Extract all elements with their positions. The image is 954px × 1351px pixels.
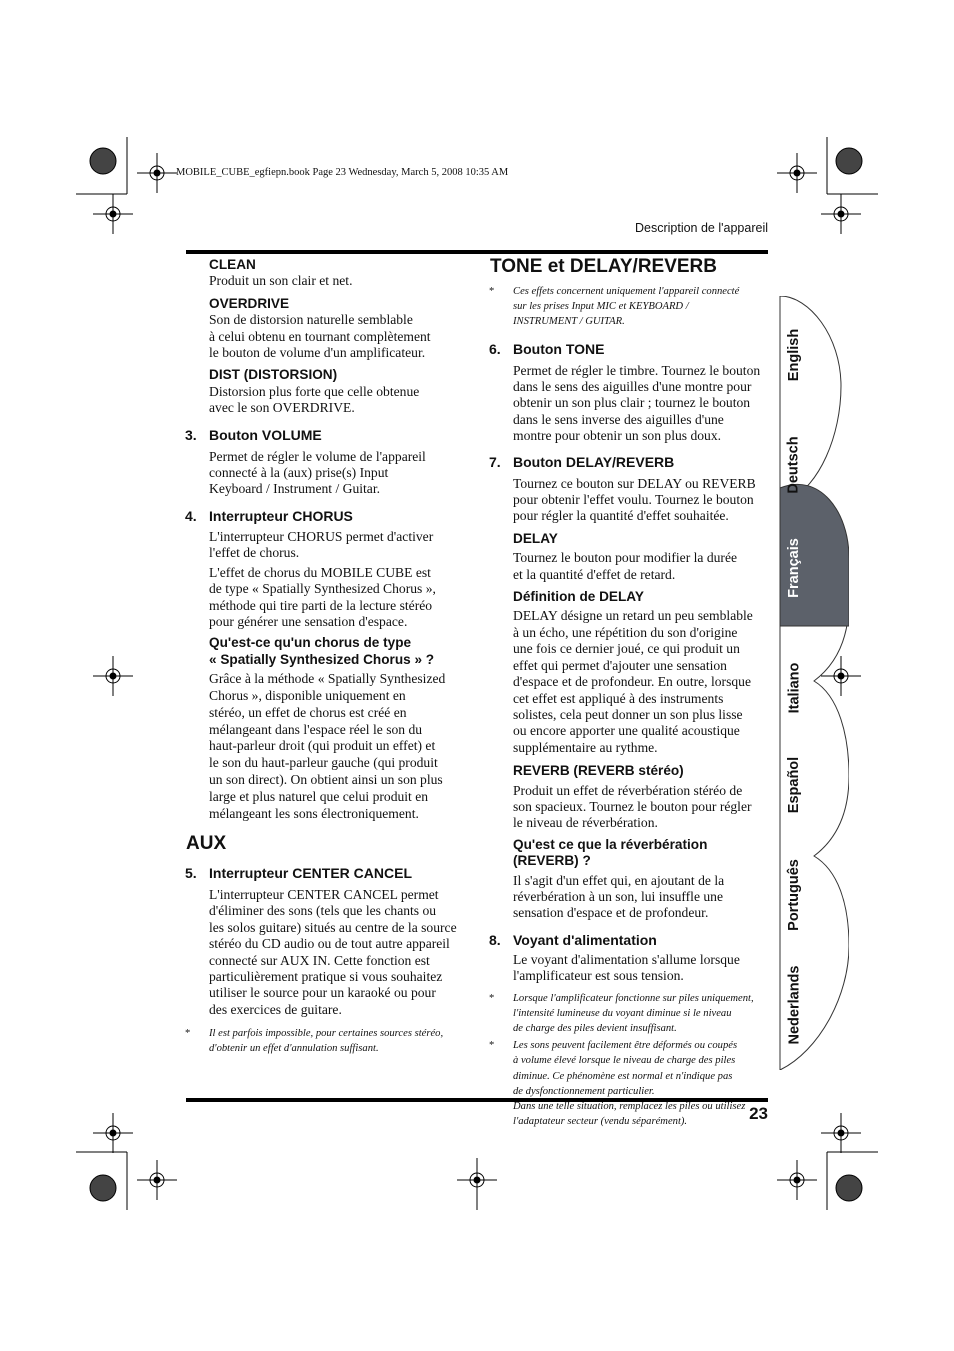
note-line: Ces effets concernent uniquement l'appareil connecté	[513, 286, 740, 297]
delay-title: DELAY	[513, 530, 558, 546]
overdrive-title: OVERDRIVE	[209, 295, 290, 311]
note-line: Lorsque l'amplificateur fonctionne sur piles uniquement,	[513, 992, 754, 1004]
reverb-title: REVERB (REVERB stéréo)	[513, 763, 684, 779]
item-6-line: obtenir un son plus clair ; tournez le bouton	[513, 395, 751, 411]
tab-label: Français	[786, 538, 802, 598]
note-line: de dysfonctionnement particulier.	[513, 1085, 655, 1097]
item-8-line: Le voyant d'alimentation s'allume lorsque	[513, 951, 740, 967]
note-line: Dans une telle situation, remplacez les piles ou utilisez	[513, 1101, 746, 1113]
item-6-line: Permet de régler le timbre. Tournez le bouton	[513, 362, 761, 378]
tone-delay-heading: TONE et DELAY/REVERB	[490, 256, 717, 277]
item-6-line: dans le sens des aiguilles d'une montre pour	[513, 379, 752, 395]
note-asterisk: *	[489, 1040, 495, 1052]
reverb-line: le niveau de réverbération.	[513, 815, 658, 831]
starburst-mark	[90, 148, 862, 1201]
item-number: 5.	[185, 865, 197, 881]
item-number: 3.	[185, 426, 197, 443]
crosshair-mark	[76, 137, 878, 1210]
delay-definition-line: effet qui permet d'ajouter une sensation	[513, 657, 727, 673]
item-4-line: L'effet de chorus du MOBILE CUBE est	[209, 564, 431, 580]
item-number: 7.	[489, 453, 501, 470]
item-3-line: connecté à la (aux) prise(s) Input	[209, 465, 389, 481]
reverb-answer-line: sensation d'espace et de profondeur.	[513, 905, 709, 921]
delay-definition-title: Définition de DELAY	[513, 589, 644, 605]
item-5-line: particulièrement pratique si vous souhaitez	[209, 969, 443, 985]
tab-label: Deutsch	[786, 436, 802, 494]
delay-definition-line: DELAY désigne un retard un peu semblable	[513, 608, 753, 624]
page-number: 23	[749, 1104, 768, 1123]
overdrive-line: le bouton de volume d'un amplificateur.	[209, 345, 426, 361]
chorus-answer-line: un son direct). On obtient ainsi un son plus	[209, 771, 443, 787]
note-line: sur les prises Input MIC et KEYBOARD /	[513, 301, 689, 313]
tab-label: Español	[786, 756, 802, 814]
item-title: Bouton DELAY/REVERB	[513, 453, 675, 470]
chorus-answer-line: mélangeant les sons électroniquement.	[209, 805, 419, 821]
chorus-answer-line: mélangeant dans l'espace réel le son du	[209, 721, 423, 737]
tab-label: Italiano	[786, 662, 803, 714]
note-line: Les sons peuvent facilement être déformés ou coupés	[513, 1040, 738, 1052]
item-5-line: L'interrupteur CENTER CANCEL permet	[209, 887, 439, 902]
note-line: l'intensité lumineuse du voyant diminue si le niveau	[513, 1007, 732, 1019]
item-6-line: montre pour obtenir un son plus doux.	[513, 428, 722, 444]
item-6-line: dans le sens inverse des aiguilles d'une	[513, 411, 724, 427]
item-4-line: L'interrupteur CHORUS permet d'activer	[209, 528, 434, 544]
delay-definition-line: solistes, cela peut donner un son plus lisse	[513, 706, 743, 722]
delay-definition-line: supplémentaire au rythme.	[513, 739, 658, 755]
item-3-line: Permet de régler le volume de l'appareil	[209, 448, 426, 464]
clean-title: CLEAN	[209, 257, 256, 272]
chorus-answer-line: haut-parleur droit (qui produit un effet) et	[209, 738, 436, 754]
reverb-answer-line: réverbération à un son, lui insuffle une	[513, 888, 724, 904]
item-5-line: les solos guitare) situés au centre de la source	[209, 919, 457, 935]
chorus-answer-line: Grâce à la méthode « Spatially Synthesized	[209, 671, 446, 687]
tab-label: English	[786, 328, 802, 382]
item-title: Voyant d'alimentation	[513, 931, 657, 948]
item-7-line: pour obtenir l'effet voulu. Tournez le bouton	[513, 492, 754, 508]
reverb-line: Produit un effet de réverbération stéréo de	[513, 782, 743, 798]
note-line: de charge des piles devient insuffisant.	[513, 1023, 677, 1035]
item-5-line: d'éliminer des sons (tels que les chants ou	[209, 903, 437, 919]
item-4-line: l'effet de chorus.	[209, 545, 300, 561]
item-title: Bouton VOLUME	[209, 426, 322, 443]
overdrive-line: à celui obtenu en tournant complètement	[209, 328, 431, 344]
note-asterisk: *	[489, 286, 495, 297]
overdrive-line: Son de distorsion naturelle semblable	[209, 312, 413, 328]
chorus-answer-line: large et plus naturel que celui produit en	[209, 788, 429, 804]
note-line: à volume élevé lorsque le niveau de charge des piles	[513, 1055, 736, 1067]
item-4-line: méthode qui tire parti de la lecture stéréo	[209, 597, 433, 613]
delay-definition-line: cet effet est appliqué à des instruments	[513, 690, 724, 706]
delay-line: Tournez le bouton pour modifier la durée	[513, 550, 738, 566]
delay-definition-line: une fois ce dernier joué, ce qui produit un	[513, 641, 740, 657]
item-title: Interrupteur CHORUS	[209, 507, 353, 524]
tab-label: Nederlands	[786, 965, 803, 1045]
note-line: l'adaptateur secteur (vendu séparément).	[513, 1116, 688, 1128]
chorus-question: Qu'est-ce qu'un chorus de type	[209, 635, 412, 651]
note-asterisk: *	[489, 992, 495, 1004]
item-3-line: Keyboard / Instrument / Guitar.	[209, 481, 381, 497]
chorus-answer-line: le son du haut-parleur gauche (qui produit	[209, 755, 438, 771]
dist-title: DIST (DISTORSION)	[209, 367, 338, 383]
item-number: 8.	[489, 931, 501, 948]
reverb-line: son spacieux. Tournez le bouton pour régler	[513, 798, 752, 814]
reverb-answer-line: Il s'agit d'un effet qui, en ajoutant de la	[513, 872, 725, 888]
delay-line: et la quantité d'effet de retard.	[513, 566, 676, 582]
reverb-question: Qu'est ce que la réverbération (REVERB) ?	[513, 836, 708, 869]
item-5-line: stéréo du CD audio ou de tout autre appareil	[209, 936, 450, 952]
tab-label: Português	[786, 859, 803, 931]
note-line: Il est parfois impossible, pour certaines sources stéréo,	[209, 1028, 444, 1040]
note-asterisk: *	[185, 1028, 191, 1040]
item-5-line: utiliser le source pour un karaoké ou pour	[209, 985, 436, 1001]
item-4-line: de type « Spatially Synthesized Chorus »,	[209, 581, 436, 597]
dist-line: Distorsion plus forte que celle obtenue	[209, 383, 420, 399]
note-line: diminue. Ce phénomène est normal et n'indique pas	[513, 1070, 733, 1082]
book-file-info: MOBILE_CUBE_egfiepn.book Page 23 Wednesday, March 5, 2008 10:35 AM	[176, 167, 509, 178]
chorus-question: « Spatially Synthesized Chorus » ?	[209, 651, 435, 667]
item-4-line: pour générer une sensation d'espace.	[209, 613, 408, 629]
chorus-answer-line: stéréo, un effet de chorus est créé en	[209, 704, 407, 720]
item-title: Interrupteur CENTER CANCEL	[209, 865, 413, 881]
dist-line: avec le son OVERDRIVE.	[209, 400, 355, 416]
item-number: 6.	[489, 340, 501, 357]
item-5-line: connecté sur AUX IN. Cette fonction est	[209, 952, 430, 968]
clean-text: Produit un son clair et net.	[209, 273, 353, 289]
note-line: d'obtenir un effet d'annulation suffisant.	[209, 1043, 379, 1055]
delay-definition-line: ou encore apporter une qualité acoustique	[513, 723, 740, 739]
section-title: Description de l'appareil	[634, 221, 768, 235]
note-line: INSTRUMENT / GUITAR.	[513, 316, 625, 328]
chorus-answer-line: Chorus », disponible uniquement en	[209, 687, 406, 703]
item-title: Bouton TONE	[513, 340, 605, 357]
item-7-line: Tournez ce bouton sur DELAY ou REVERB	[513, 475, 756, 491]
delay-definition-line: d'espace et de profondeur. En outre, lorsque	[513, 674, 751, 690]
aux-heading: AUX	[186, 833, 227, 854]
delay-definition-line: à un écho, une répétition du son d'origine	[513, 624, 738, 640]
item-5-line: des exercices de guitare.	[209, 1001, 342, 1017]
item-number: 4.	[185, 507, 197, 524]
item-8-line: l'amplificateur est sous tension.	[513, 968, 684, 984]
item-7-line: pour régler la quantité d'effet souhaitée.	[513, 508, 729, 524]
